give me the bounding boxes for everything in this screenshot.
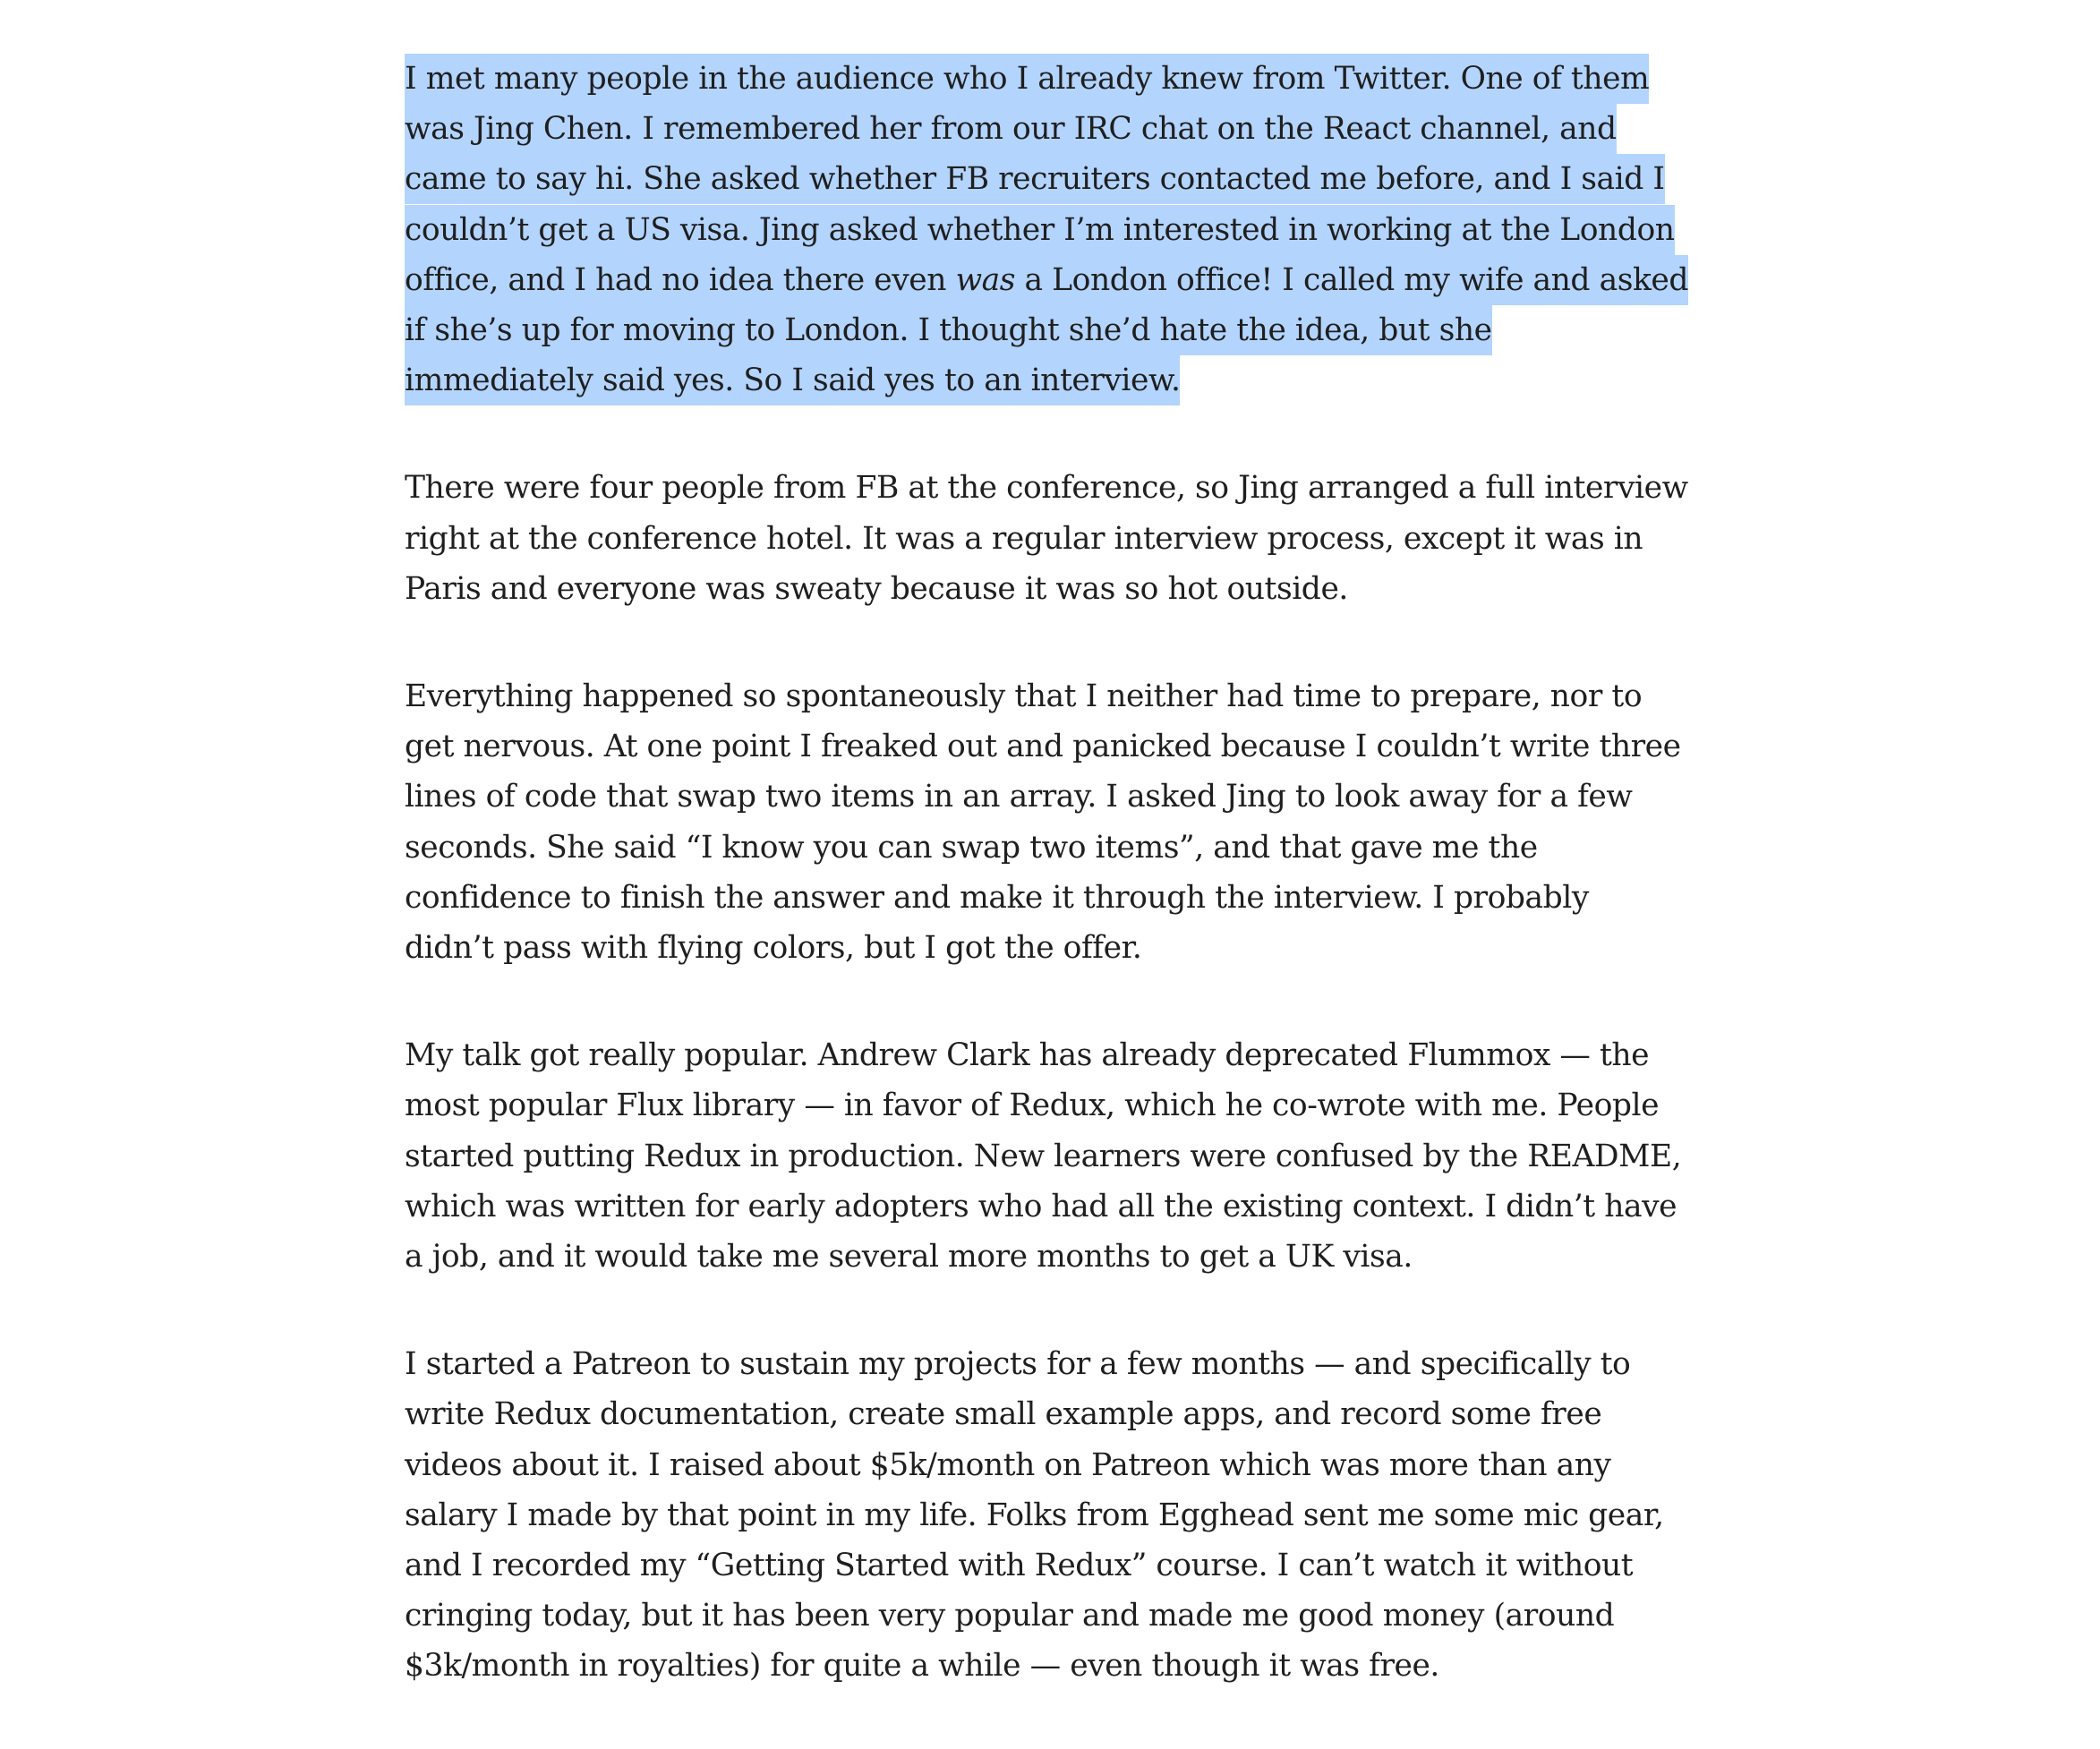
text-line: I started a Patreon to sustain my projects for a few months — and specifically to [405, 1346, 1631, 1383]
text-line: most popular Flux library — in favor of Redux, which he co-wrote with me. People [405, 1088, 1660, 1124]
text-line: There were four people from FB at the conference, so Jing arranged a full interview [405, 470, 1688, 507]
text-line: and I recorded my “Getting Started with Redux” course. I can’t watch it without [405, 1548, 1634, 1584]
text-line: started putting Redux in production. New learners were confused by the README, [405, 1138, 1682, 1174]
text-line: if she’s up for moving to London. I thought she’d hate the idea, but she [405, 305, 1559, 355]
text-line: lines of code that swap two items in an array. I asked Jing to look away for a few [405, 779, 1633, 815]
text-line: immediately said yes. So I said yes to an interview. [405, 355, 1559, 405]
text-line: I met many people in the audience who I already knew from Twitter. One of them [405, 54, 1559, 104]
text-line: confidence to finish the answer and make it through the interview. I probably [405, 879, 1589, 916]
paragraph [405, 463, 1688, 614]
text-line: seconds. She said “I know you can swap two items”, and that gave me the [405, 829, 1538, 866]
text-line: didn’t pass with flying colors, but I got the offer. [405, 930, 1142, 967]
text-line: cringing today, but it has been very popular and made me good money (around [405, 1598, 1615, 1634]
text-line: videos about it. I raised about $5k/month on Patreon which was more than any [405, 1446, 1611, 1483]
text-line: a job, and it would take me several more months to get a UK visa. [405, 1239, 1413, 1275]
emphasis-was: was [955, 261, 1016, 298]
text-line: came to say hi. She asked whether FB recruiters contacted me before, and I said I [405, 154, 1559, 204]
text-line: write Redux documentation, create small example apps, and record some free [405, 1396, 1602, 1433]
text-line: get nervous. At one point I freaked out and panicked because I couldn’t write three [405, 729, 1681, 765]
text-line: My talk got really popular. Andrew Clark has already deprecated Flummox — the [405, 1037, 1650, 1074]
paragraph-selected[interactable] [405, 54, 1689, 405]
text-line: was Jing Chen. I remembered her from our IRC chat on the React channel, and [405, 104, 1559, 154]
article-body [405, 54, 1689, 1749]
text-line: $3k/month in royalties) for quite a while — even though it was free. [405, 1648, 1439, 1685]
text-line: office, and I had no idea there even was a London office! I called my wife and asked [405, 255, 1559, 305]
text-line: Everything happened so spontaneously that I neither had time to prepare, nor to [405, 678, 1643, 715]
paragraph [405, 1030, 1682, 1282]
text-line: which was written for early adopters who had all the existing context. I didn’t have [405, 1188, 1677, 1224]
text-line: couldn’t get a US visa. Jing asked whether I’m interested in working at the London [405, 205, 1559, 255]
text-line: Paris and everyone was sweaty because it was so hot outside. [405, 570, 1348, 607]
paragraph [405, 1339, 1664, 1691]
text-line: salary I made by that point in my life. Folks from Egghead sent me some mic gear, [405, 1497, 1664, 1533]
text-line: right at the conference hotel. It was a regular interview process, except it was in [405, 520, 1643, 557]
paragraph [405, 671, 1681, 973]
